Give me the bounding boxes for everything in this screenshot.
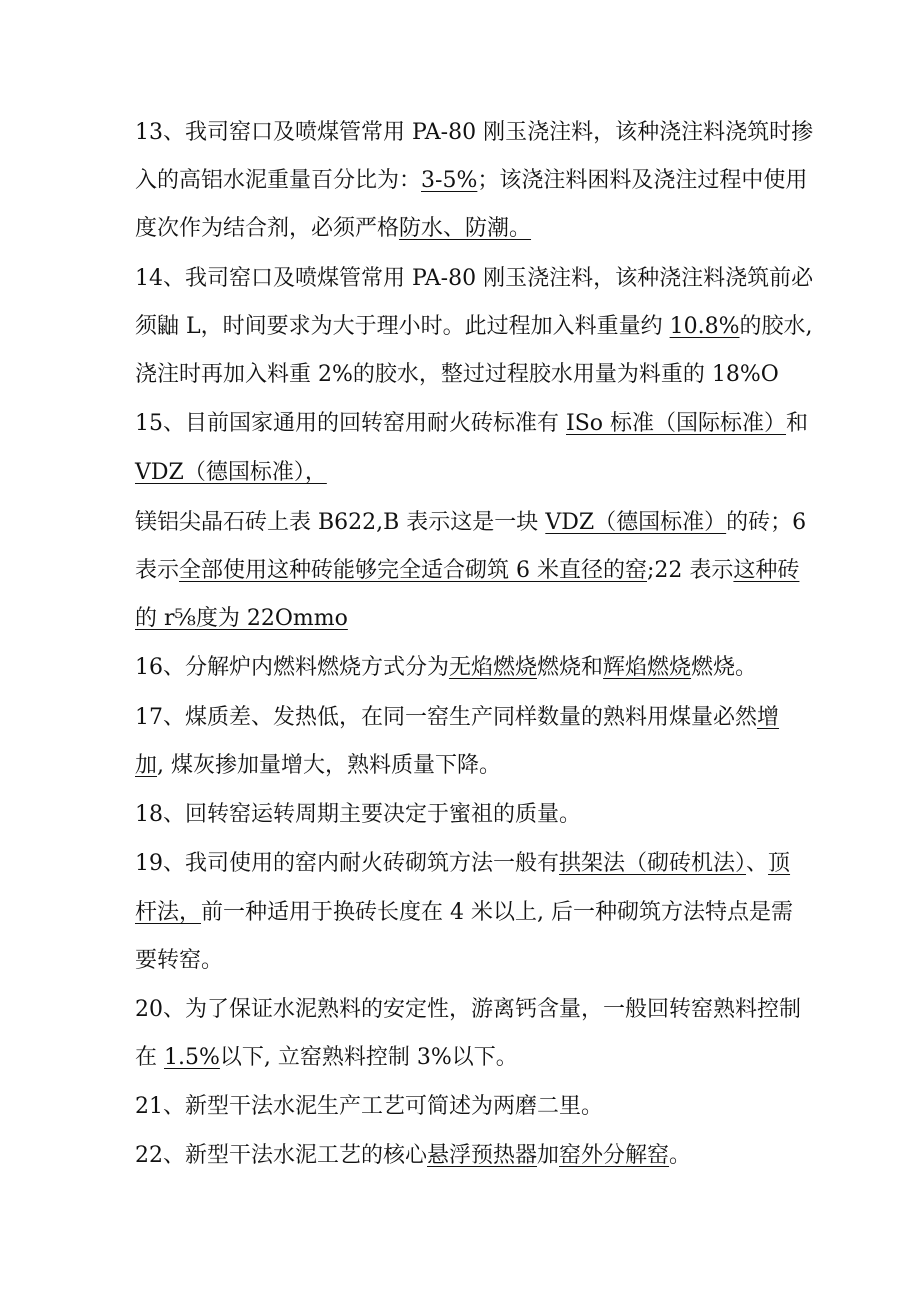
text-line [135,508,806,538]
text-segment: 、 [746,851,769,876]
answer-underlined: VDZ（德国标准）， [135,460,327,485]
text-line [135,458,327,488]
text-line [135,849,790,879]
text-line [135,409,808,439]
text-segment: 前一种适用于换砖长度在 4 米以上, 后一种砌筑方法特点是需 [201,900,793,925]
answer-underlined: 这种砖 [733,558,800,583]
text-segment: 。 [669,1143,692,1168]
text-line [135,703,779,733]
text-segment: 22、新型干法水泥工艺的核心 [135,1143,427,1168]
text-segment: , 煤灰掺加量增大，熟料质量下降。 [157,753,502,778]
answer-underlined: 增 [757,705,780,730]
text-segment: 度次作为结合剂，必须严格 [135,216,400,241]
answer-underlined: 全部使用这种砖能够完全适合砌筑 6 米直径的窑 [179,558,648,583]
answer-underlined: 1.5% [164,1045,220,1070]
text-segment: 16、分解炉内燃料燃烧方式分为 [135,655,449,680]
text-segment: 以下, 立窑熟料控制 3%以下。 [219,1045,518,1070]
text-segment: 须鼬 L，时间要求为大于理小时。此过程加入料重量约 [135,314,670,339]
answer-underlined: 的 r⅝度为 22Ommo [135,606,348,631]
text-line [135,995,801,1025]
text-segment: ；该浇注料困料及浇注过程中使用 [477,168,808,193]
text-segment: 燃烧。 [691,655,758,680]
answer-underlined: 3-5% [421,168,478,193]
text-segment: 镁铝尖晶石砖上表 B622,B 表示这是一块 [135,510,546,535]
text-segment: 19、我司使用的窑内耐火砖砌筑方法一般有 [135,851,559,876]
text-line [135,898,793,928]
text-segment: 表示 [135,558,180,583]
answer-underlined: 10.8% [669,314,740,339]
text-line [135,1043,518,1073]
text-line [135,118,813,148]
answer-underlined: 悬浮预热器 [427,1143,538,1168]
answer-underlined: ISo 标准（国际标准） [566,411,787,436]
text-segment: ;22 表示 [647,558,734,583]
text-line [135,653,757,683]
text-segment: 入的高铝水泥重量百分比为： [135,168,422,193]
answer-underlined: 辉焰燃烧 [603,655,692,680]
text-line [135,1141,691,1171]
text-segment: 17、煤质差、发热低，在同一窑生产同样数量的熟料用煤量必然 [135,705,757,730]
text-line [135,946,223,976]
answer-underlined: 杆法， [135,900,202,925]
answer-underlined: 拱架法（砌砖机法） [559,851,747,876]
answer-underlined: 防水、防潮。 [399,216,532,241]
text-line [135,556,799,586]
answer-underlined: 加 [135,753,158,778]
answer-underlined: 顶 [768,851,791,876]
text-segment: 18、回转窑运转周期主要决定于蜜祖的质量。 [135,802,581,827]
answer-underlined: 窑外分解窑 [559,1143,670,1168]
text-segment: 21、新型干法水泥生产工艺可简述为两磨二里。 [135,1094,603,1119]
text-segment: 和 [786,411,809,436]
text-segment: 20、为了保证水泥熟料的安定性，游离钙含量，一般回转窑熟料控制 [135,997,801,1022]
answer-underlined: 无焰燃烧 [449,655,538,680]
text-line [135,312,813,342]
text-line [135,360,779,390]
text-segment: 的胶水, [739,314,813,339]
text-line [135,264,813,294]
text-line [135,604,348,634]
text-segment: 浇注时再加入料重 2%的胶水，整过过程胶水用量为料重的 18%O [135,362,779,387]
text-segment: 14、我司窑口及喷煤管常用 PA-80 刚玉浇注料，该种浇注料浇筑前必 [135,266,814,291]
text-segment: 要转窑。 [135,948,224,973]
text-line [135,1092,603,1122]
text-segment: 加 [537,1143,560,1168]
text-line [135,800,581,830]
text-line [135,166,807,196]
text-segment: 燃烧和 [537,655,604,680]
text-line [135,751,501,781]
text-segment: 13、我司窑口及喷煤管常用 PA-80 刚玉浇注料，该种浇注料浇筑时掺 [135,120,814,145]
answer-underlined: VDZ（德国标准） [545,510,727,535]
text-segment: 在 [135,1045,164,1070]
text-segment: 15、目前国家通用的回转窑用耐火砖标准有 [135,411,566,436]
text-line [135,214,531,244]
text-segment: 的砖；6 [726,510,807,535]
